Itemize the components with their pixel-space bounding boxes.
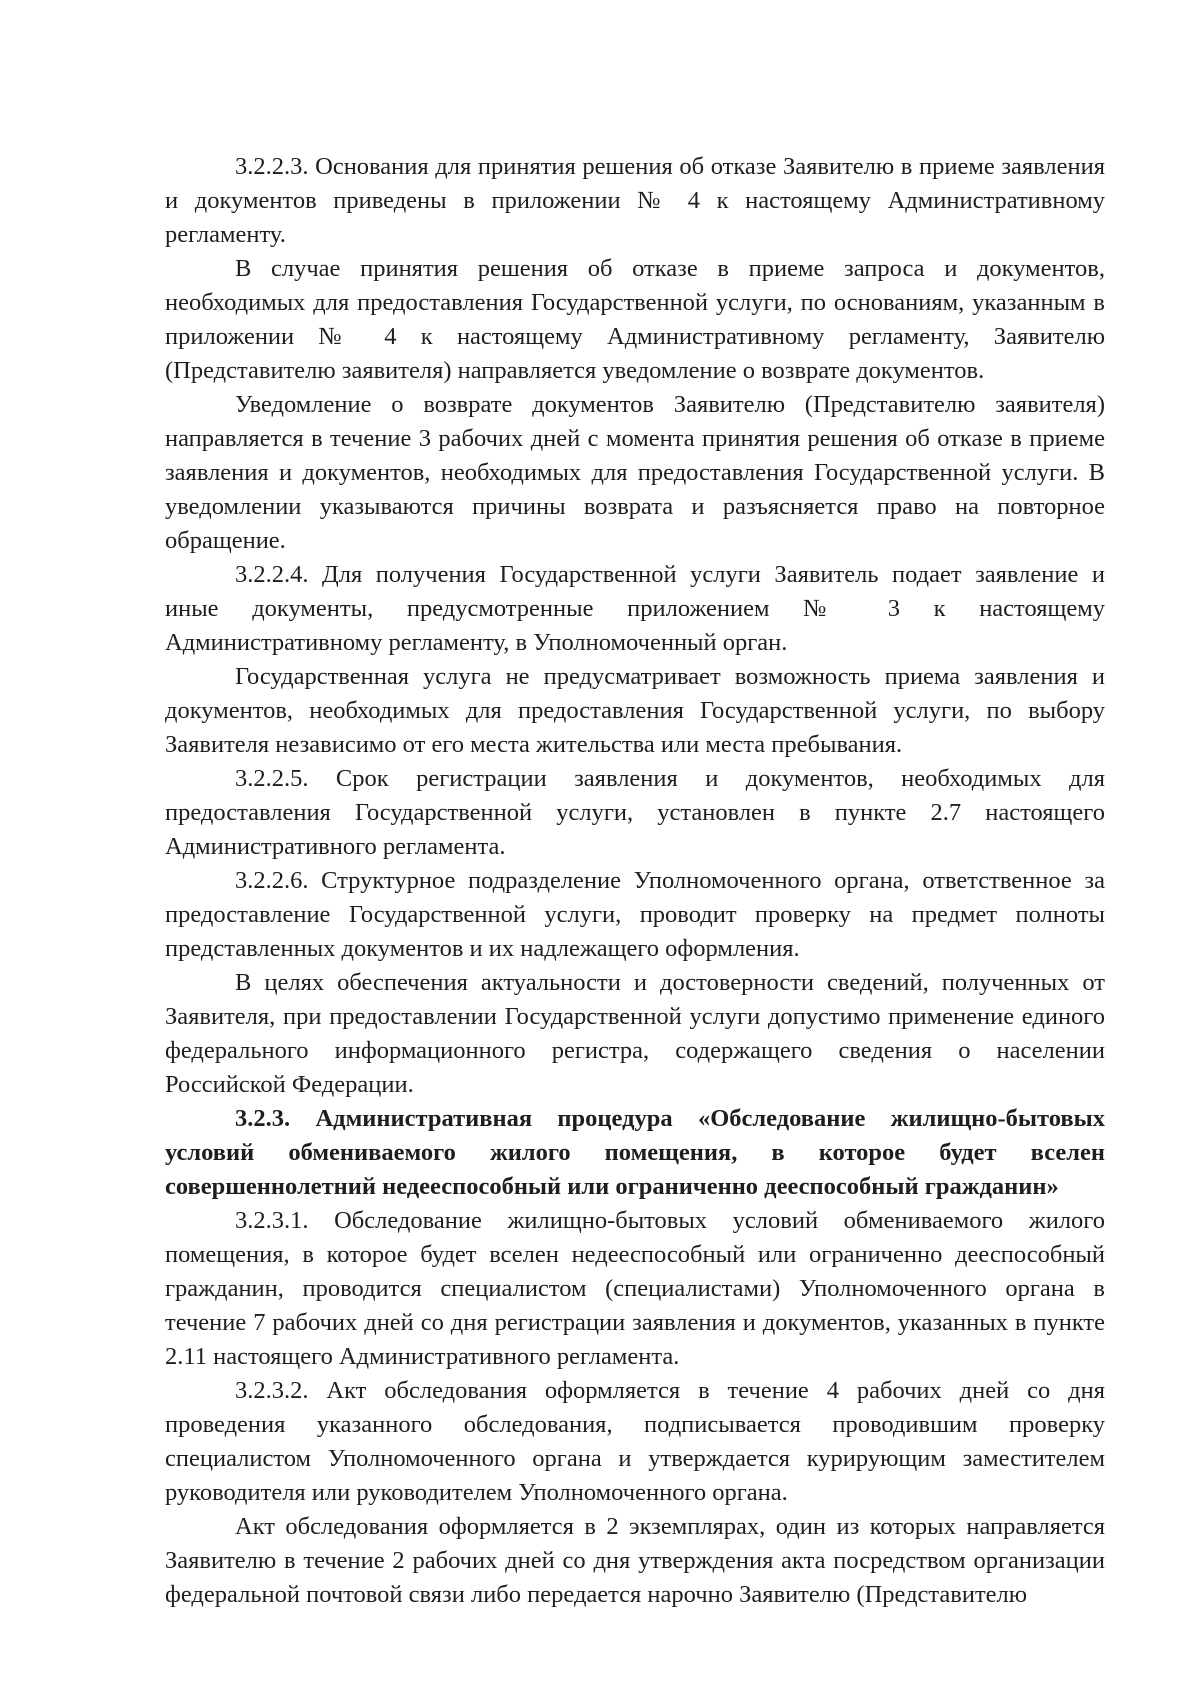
paragraph-3-2-3-1: 3.2.3.1. Обследование жилищно-бытовых условий обмениваемого жилого помещения, в которое будет вселен недееспособный или ограниченно дееспособный гражданин, проводится специалистом (специалистами) Уполномоченного органа в течение 7 рабочих дней со дня регистрации заявления и документов, указанных в пункте 2.11 настоящего Административного регламента. — [165, 1207, 1105, 1370]
document-body — [165, 150, 1105, 1612]
paragraph-3-2-3-2: 3.2.3.2. Акт обследования оформляется в течение 4 рабочих дней со дня проведения указанного обследования, подписывается проводившим проверку специалистом Уполномоченного органа и утверждается курирующим заместителем руководителя или руководителем Уполномоченного органа. — [165, 1377, 1105, 1506]
paragraph-register: В целях обеспечения актуальности и достоверности сведений, полученных от Заявителя, при предоставлении Государственной услуги допустимо применение единого федерального информационного регистра, содержащего сведения о населении Российской Федерации. — [165, 969, 1105, 1098]
section-heading-3-2-3: 3.2.3. Административная процедура «Обследование жилищно-бытовых условий обмениваемого жилого помещения, в которое будет вселен совершеннолетний недееспособный или ограниченно дееспособный гражданин» — [165, 1105, 1105, 1200]
paragraph-return-notice: Уведомление о возврате документов Заявителю (Представителю заявителя) направляется в течение 3 рабочих дней с момента принятия решения об отказе в приеме заявления и документов, необходимых для предоставления Государственной услуги. В уведомлении указываются причины возврата и разъясняется право на повторное обращение. — [165, 391, 1105, 554]
paragraph-3-2-2-4: 3.2.2.4. Для получения Государственной услуги Заявитель подает заявление и иные документы, предусмотренные приложением № 3 к настоящему Административному регламенту, в Уполномоченный орган. — [165, 561, 1105, 656]
paragraph-act-copies: Акт обследования оформляется в 2 экземплярах, один из которых направляется Заявителю в течение 2 рабочих дней со дня утверждения акта посредством организации федеральной почтовой связи либо передается нарочно Заявителю (Представителю — [165, 1513, 1105, 1608]
paragraph-3-2-2-3: 3.2.2.3. Основания для принятия решения об отказе Заявителю в приеме заявления и документов приведены в приложении № 4 к настоящему Административному регламенту. — [165, 153, 1105, 248]
paragraph-3-2-2-6: 3.2.2.6. Структурное подразделение Уполномоченного органа, ответственное за предоставление Государственной услуги, проводит проверку на предмет полноты представленных документов и их надлежащего оформления. — [165, 867, 1105, 962]
paragraph-3-2-2-5: 3.2.2.5. Срок регистрации заявления и документов, необходимых для предоставления Государственной услуги, установлен в пункте 2.7 настоящего Административного регламента. — [165, 765, 1105, 860]
paragraph-refusal-case: В случае принятия решения об отказе в приеме запроса и документов, необходимых для предоставления Государственной услуги, по основаниям, указанным в приложении № 4 к настоящему Административному регламенту, Заявителю (Представителю заявителя) направляется уведомление о возврате документов. — [165, 255, 1105, 384]
paragraph-extraterritorial: Государственная услуга не предусматривает возможность приема заявления и документов, необходимых для предоставления Государственной услуги, по выбору Заявителя независимо от его места жительства или места пребывания. — [165, 663, 1105, 758]
